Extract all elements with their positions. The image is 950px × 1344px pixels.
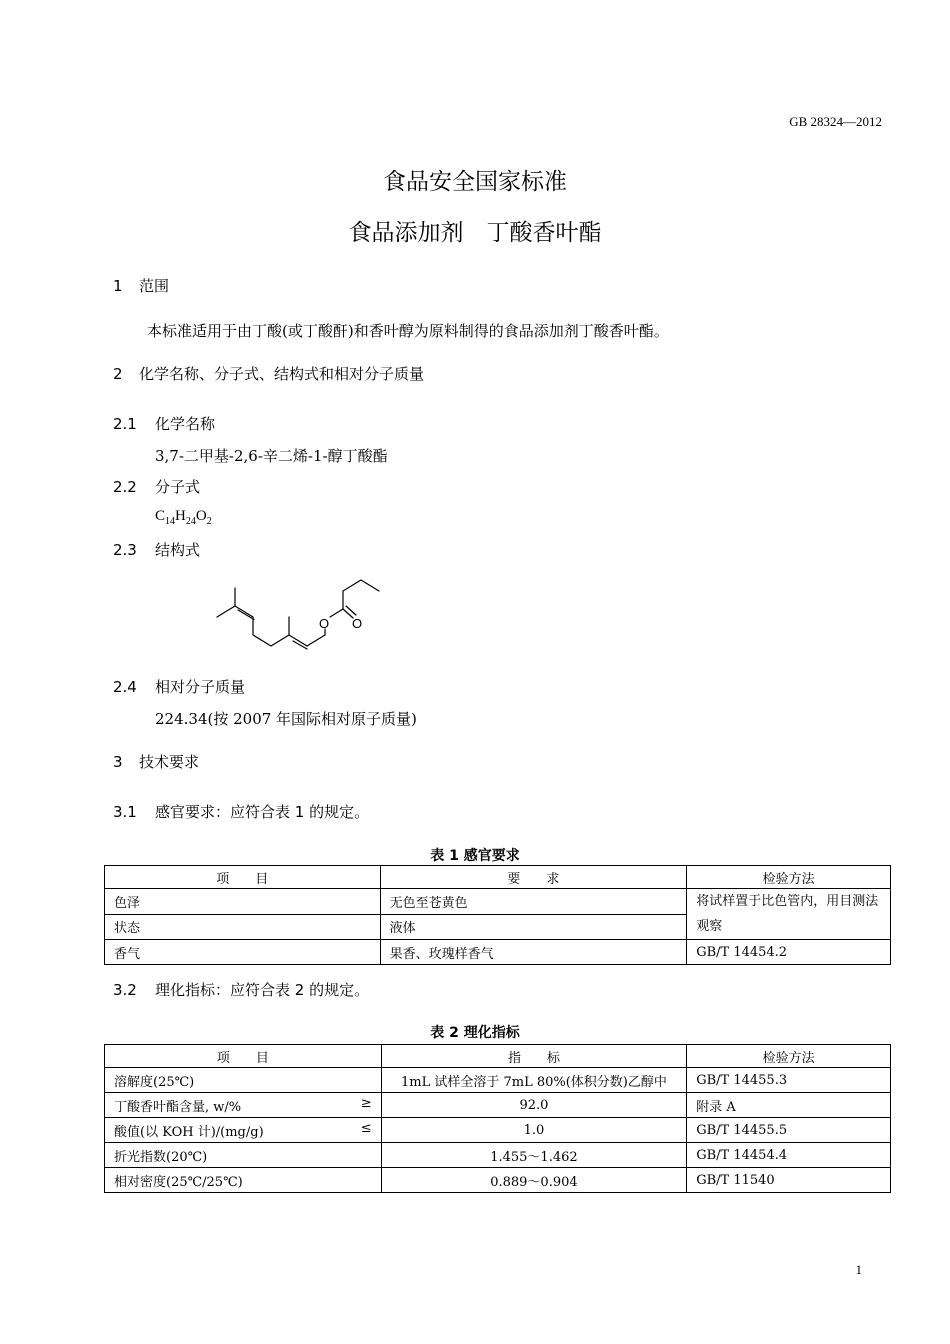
table-row [105,1168,891,1193]
section-2-1-heading [113,413,215,434]
table-row [105,1093,891,1118]
section-number: 3 [113,753,123,771]
document-title: 食品安全国家标准 [383,169,567,195]
table-row [105,1068,891,1093]
chemical-name: 3,7-二甲基-2,6-辛二烯-1-醇丁酸酯 [155,447,388,465]
section-title: 相对分子质量 [155,678,246,696]
section-title: 感官要求：应符合表 1 的规定。 [155,803,370,821]
section-3-heading [113,751,199,772]
structural-formula [205,565,380,660]
cell-indicator: 1mL 试样全溶于 7mL 80%(体积分数)乙醇中 [381,1068,687,1093]
cell-indicator: 1.455～1.462 [381,1143,687,1168]
header-item: 项 目 [105,866,381,889]
header-method: 检验方法 [687,1045,891,1068]
standard-number: GB 28324—2012 [789,114,882,129]
header-indicator: 指 标 [381,1045,687,1068]
table-1-caption: 表 1 感官要求 [430,848,520,864]
cell-item: 香气 [105,940,381,965]
cell-indicator: 0.889～0.904 [381,1168,687,1193]
cell-item: 折光指数(20℃) [105,1143,382,1168]
comparison-symbol: ≥ [360,1095,372,1111]
section-title: 范围 [139,277,170,295]
cell-method: GB/T 11540 [687,1168,891,1193]
table-header-row [105,1045,891,1068]
ester-oxygen-label: O [319,616,330,631]
physicochemical-indicators-table [104,1044,891,1193]
cell-method: GB/T 14455.5 [687,1118,891,1143]
page-number: 1 [855,1262,862,1277]
section-title: 理化指标：应符合表 2 的规定。 [155,981,370,999]
cell-method: GB/T 14454.2 [687,940,891,965]
cell-item: 丁酸香叶酯含量, w/% ≥ [105,1093,382,1118]
cell-requirement: 无色至苍黄色 [380,889,687,915]
section-2-3-heading [113,539,200,560]
section-number: 1 [113,277,123,295]
section-title: 化学名称 [155,415,216,433]
table-header-row [105,866,891,889]
section-1-text: 本标准适用于由丁酸(或丁酸酐)和香叶醇为原料制得的食品添加剂丁酸香叶酯。 [147,322,669,340]
document-subtitle: 食品添加剂 丁酸香叶酯 [348,220,602,246]
section-1-heading [113,275,169,296]
cell-item: 状态 [105,914,381,940]
cell-method: GB/T 14454.4 [687,1143,891,1168]
section-2-4-heading [113,676,245,697]
section-title: 技术要求 [139,753,200,771]
cell-item: 色泽 [105,889,381,915]
section-number: 2.2 [113,478,137,496]
comparison-symbol: ≤ [360,1120,372,1136]
section-number: 2.1 [113,415,137,433]
table-row [105,1118,891,1143]
cell-requirement: 液体 [380,914,687,940]
section-2-heading [113,363,424,384]
table-2-caption: 表 2 理化指标 [430,1025,520,1041]
cell-indicator: 1.0 [381,1118,687,1143]
section-title: 结构式 [155,541,201,559]
table-row [105,940,891,965]
cell-requirement: 果香、玫瑰样香气 [380,940,687,965]
section-3-2-heading [113,979,369,1000]
cell-item: 溶解度(25℃) [105,1068,382,1093]
table-row [105,1143,891,1168]
section-number: 2.4 [113,678,137,696]
section-number: 3.1 [113,803,137,821]
section-2-2-heading [113,476,200,497]
carbonyl-oxygen-label: O [352,616,363,631]
header-method: 检验方法 [687,866,891,889]
sensory-requirements-table [104,865,891,965]
header-item: 项 目 [105,1045,382,1068]
section-number: 3.2 [113,981,137,999]
cell-indicator: 92.0 [381,1093,687,1118]
cell-method-merged: 将试样置于比色管内，用目测法观察 [687,889,891,940]
molecular-formula: $C_{14}H_{24}O_2$ [155,508,212,527]
molecular-mass: 224.34(按 2007 年国际相对原子质量) [155,710,417,728]
cell-item: 相对密度(25℃/25℃) [105,1168,382,1193]
table-row [105,889,891,915]
cell-item: 酸值(以 KOH 计)/(mg/g) ≤ [105,1118,382,1143]
section-title: 分子式 [155,478,201,496]
cell-method: GB/T 14455.3 [687,1068,891,1093]
section-3-1-heading [113,801,369,822]
section-number: 2 [113,365,123,383]
section-number: 2.3 [113,541,137,559]
header-requirement: 要 求 [380,866,687,889]
cell-method: 附录 A [687,1093,891,1118]
section-title: 化学名称、分子式、结构式和相对分子质量 [139,365,425,383]
